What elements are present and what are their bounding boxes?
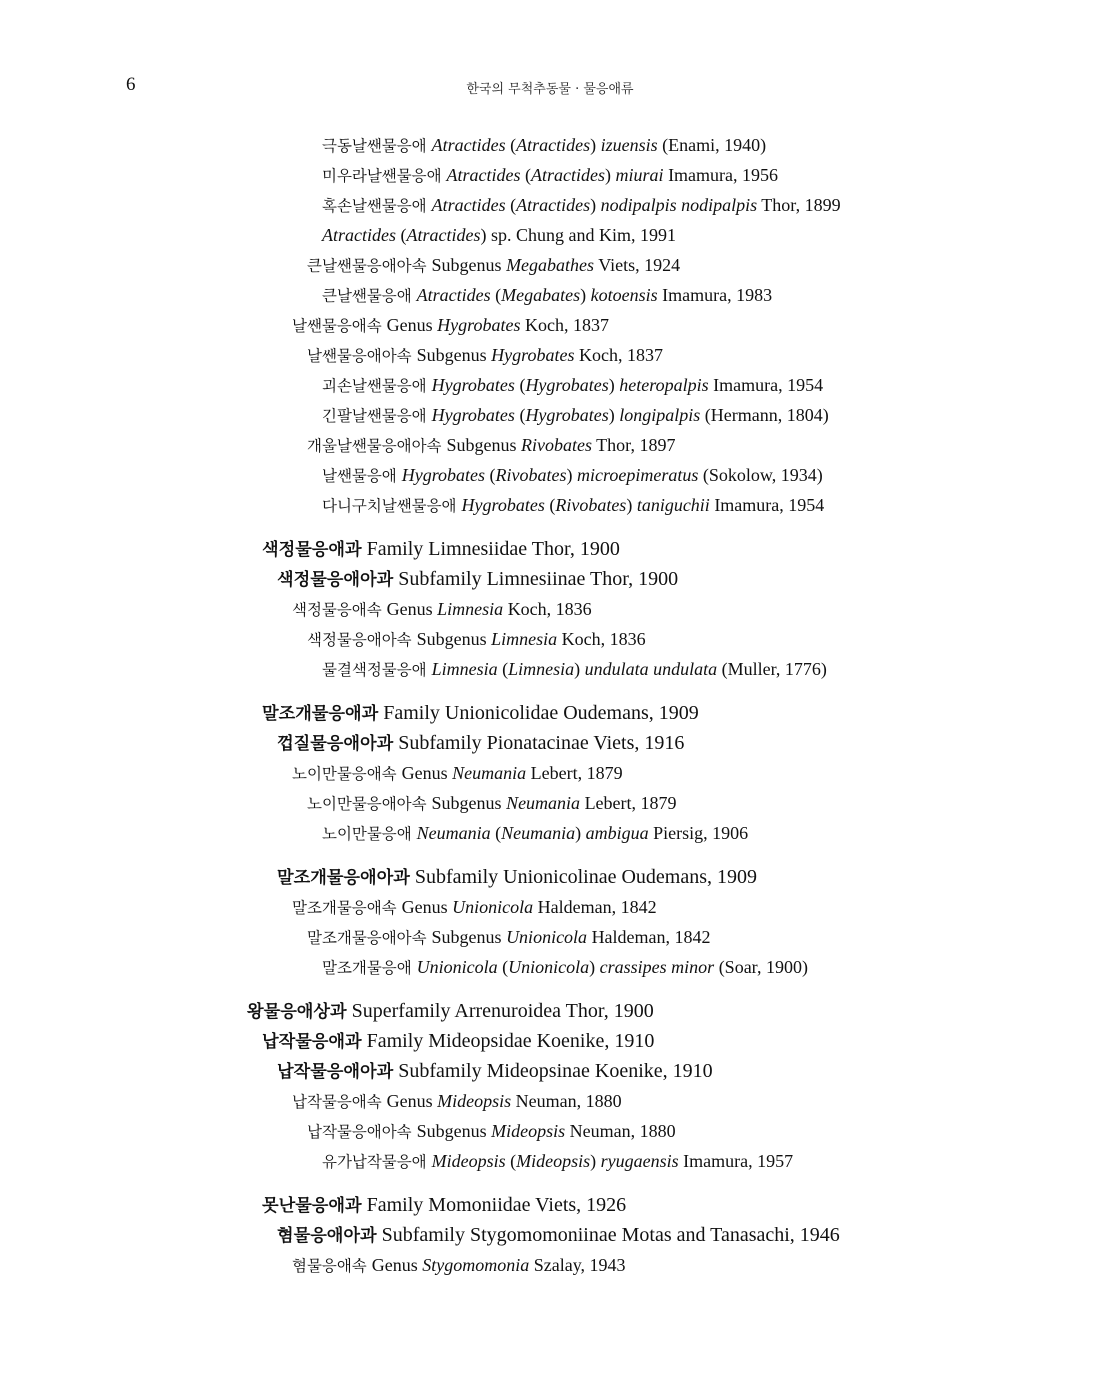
scientific-name-italic: Atractides (516, 135, 591, 155)
taxon-entry-subfamily (0, 1220, 1100, 1250)
scientific-name-text: ( (514, 375, 526, 395)
korean-name: 말조개물응애아속 (307, 929, 427, 947)
scientific-name-text: ) (626, 495, 637, 515)
scientific-name-text: Koch, 1837 (574, 345, 663, 365)
korean-name: 혐물응애아과 (277, 1226, 377, 1246)
scientific-name-text: Szalay, 1943 (529, 1255, 626, 1275)
scientific-name-italic: Hygrobates (431, 375, 515, 395)
korean-name: 색정물응애아속 (307, 631, 412, 649)
scientific-name-text: (Hermann, 1804) (700, 405, 829, 425)
scientific-name-text: Subgenus (431, 793, 507, 813)
korean-name: 말조개물응애 (322, 959, 412, 977)
scientific-name-text: Subgenus (416, 345, 492, 365)
scientific-name-text: Subfamily Pionatacinae Viets, 1916 (398, 732, 685, 754)
scientific-name-text: ) (580, 285, 591, 305)
scientific-name-text: Subfamily Mideopsinae Koenike, 1910 (398, 1060, 713, 1082)
scientific-name-italic: Neumania (506, 793, 581, 813)
scientific-name-text: Genus (401, 763, 453, 783)
taxon-entry-subfamily (0, 862, 1100, 892)
scientific-name-text: Haldeman, 1842 (533, 897, 657, 917)
scientific-name-text: ( (396, 225, 407, 245)
scientific-name-text: Subgenus (416, 629, 492, 649)
scientific-name-italic: Limnesia (491, 629, 558, 649)
scientific-name-italic: Atractides (406, 225, 481, 245)
scientific-name-text: (Soar, 1900) (714, 957, 808, 977)
page-number: 6 (126, 74, 136, 95)
korean-name: 말조개물응애과 (262, 704, 379, 724)
scientific-name-italic: Limnesia (508, 659, 575, 679)
korean-name: 혹손날쌘물응애 (322, 197, 427, 215)
taxon-entry-species (0, 400, 1100, 430)
scientific-name-text: ) (608, 375, 620, 395)
korean-name: 말조개물응애아과 (277, 868, 410, 888)
scientific-name-italic: Neumania (452, 763, 527, 783)
scientific-name-text: Subfamily Limnesiinae Thor, 1900 (398, 568, 679, 590)
taxon-entry-superfamily (0, 996, 1100, 1026)
scientific-name-italic: Atractides (322, 225, 396, 245)
scientific-name-italic: microepimeratus (577, 465, 699, 485)
scientific-name-text: ) (590, 135, 601, 155)
scientific-name-text: Imamura, 1954 (708, 375, 824, 395)
scientific-name-text: Subgenus (431, 927, 507, 947)
taxon-entry-family (0, 698, 1100, 728)
scientific-name-italic: nodipalpis nodipalpis (600, 195, 758, 215)
taxon-entry-species (0, 490, 1100, 520)
korean-name: 색정물응애속 (292, 601, 382, 619)
scientific-name-text: ) (589, 957, 600, 977)
scientific-name-text: Imamura, 1956 (663, 165, 779, 185)
scientific-name-text: ( (544, 495, 556, 515)
korean-name: 납작물응애과 (262, 1032, 362, 1052)
taxon-entry-species (0, 818, 1100, 848)
scientific-name-italic: Neumania (501, 823, 576, 843)
scientific-name-text: Thor, 1899 (757, 195, 841, 215)
running-title: 한국의 무척추동물 · 물응애류 (466, 82, 634, 97)
scientific-name-italic: Rivobates (555, 495, 627, 515)
scientific-name-italic: Atractides (416, 285, 491, 305)
scientific-name-text: Genus (386, 315, 438, 335)
scientific-name-italic: taniguchii (636, 495, 710, 515)
korean-name: 날쌘물응애 (322, 467, 397, 485)
korean-name: 괴손날쌘물응애 (322, 377, 427, 395)
scientific-name-text: Genus (371, 1255, 423, 1275)
scientific-name-italic: Rivobates (521, 435, 592, 455)
taxon-entry-family (0, 1190, 1100, 1220)
taxon-entry-subgenus (0, 922, 1100, 952)
taxon-group (0, 534, 1100, 684)
scientific-name-italic: Unionicola (506, 927, 588, 947)
scientific-name-italic: Mideopsis (437, 1091, 512, 1111)
korean-name: 물결색정물응애 (322, 661, 427, 679)
scientific-name-text: Lebert, 1879 (580, 793, 677, 813)
scientific-name-italic: Atractides (431, 195, 506, 215)
korean-name: 노이만물응애아속 (307, 795, 427, 813)
scientific-name-italic: Hygrobates (461, 495, 545, 515)
taxon-entry-family (0, 534, 1100, 564)
scientific-name-text: ( (490, 823, 502, 843)
scientific-name-italic: Megabathes (506, 255, 595, 275)
scientific-name-text: (Enami, 1940) (657, 135, 767, 155)
scientific-name-text: Imamura, 1983 (657, 285, 773, 305)
scientific-name-italic: Unionicola (508, 957, 590, 977)
scientific-name-italic: miurai (615, 165, 664, 185)
korean-name: 색정물응애과 (262, 540, 362, 560)
scientific-name-text: Subgenus (431, 255, 507, 275)
scientific-name-text: Koch, 1836 (503, 599, 592, 619)
taxon-entry-species (0, 130, 1100, 160)
scientific-name-italic: ryugaensis (600, 1151, 679, 1171)
scientific-name-text: Family Unionicolidae Oudemans, 1909 (383, 702, 699, 724)
taxon-entry-species (0, 460, 1100, 490)
scientific-name-text: Family Limnesiidae Thor, 1900 (366, 538, 620, 560)
taxon-entry-species (0, 280, 1100, 310)
scientific-name-italic: Hygrobates (431, 405, 515, 425)
korean-name: 다니구치날쌘물응애 (322, 497, 457, 515)
scientific-name-text: Haldeman, 1842 (587, 927, 711, 947)
scientific-name-italic: undulata undulata (584, 659, 718, 679)
scientific-name-italic: Atractides (446, 165, 521, 185)
scientific-name-italic: Limnesia (437, 599, 504, 619)
scientific-name-text: ( (505, 135, 517, 155)
scientific-name-text: Neuman, 1880 (511, 1091, 622, 1111)
scientific-name-text: ) sp. Chung and Kim, 1991 (480, 225, 676, 245)
korean-name: 큰날쌘물응애아속 (307, 257, 427, 275)
scientific-name-italic: Neumania (416, 823, 491, 843)
scientific-name-text: Neuman, 1880 (565, 1121, 676, 1141)
taxon-entry-genus (0, 1250, 1100, 1280)
korean-name: 노이만물응애속 (292, 765, 397, 783)
scientific-name-text: ( (497, 957, 509, 977)
taxon-entry-species (0, 370, 1100, 400)
taxon-group (0, 130, 1100, 520)
korean-name: 납작물응애아과 (277, 1062, 394, 1082)
korean-name: 유가납작물응애 (322, 1153, 427, 1171)
scientific-name-text: Lebert, 1879 (526, 763, 623, 783)
scientific-name-italic: Atractides (516, 195, 591, 215)
scientific-name-text: Subgenus (446, 435, 522, 455)
scientific-name-text: Subgenus (416, 1121, 492, 1141)
scientific-name-italic: ambigua (585, 823, 649, 843)
korean-name: 날쌘물응애속 (292, 317, 382, 335)
taxon-entry-subgenus (0, 340, 1100, 370)
scientific-name-text: ) (608, 405, 620, 425)
taxon-group (0, 862, 1100, 982)
scientific-name-text: ) (590, 1151, 601, 1171)
scientific-name-italic: crassipes minor (599, 957, 715, 977)
taxon-entry-genus (0, 1086, 1100, 1116)
taxon-group (0, 1190, 1100, 1280)
scientific-name-text: ) (575, 823, 586, 843)
scientific-name-text: Genus (386, 599, 438, 619)
scientific-name-italic: Atractides (431, 135, 506, 155)
taxon-entry-subgenus (0, 624, 1100, 654)
scientific-name-text: ) (590, 195, 601, 215)
taxon-entry-species (0, 190, 1100, 220)
korean-name: 날쌘물응애아속 (307, 347, 412, 365)
taxon-entry-subgenus (0, 788, 1100, 818)
scientific-name-italic: Mideopsis (431, 1151, 506, 1171)
scientific-name-text: (Sokolow, 1934) (698, 465, 823, 485)
scientific-name-text: ( (485, 465, 496, 485)
taxon-entry-species (0, 952, 1100, 982)
korean-name: 혐물응애속 (292, 1257, 367, 1275)
scientific-name-text: ( (505, 195, 517, 215)
korean-name: 말조개물응애속 (292, 899, 397, 917)
korean-name: 껍질물응애아과 (277, 734, 394, 754)
scientific-name-italic: Limnesia (431, 659, 498, 679)
scientific-name-italic: Mideopsis (491, 1121, 566, 1141)
scientific-name-italic: Megabates (501, 285, 581, 305)
scientific-name-text: Koch, 1837 (520, 315, 609, 335)
scientific-name-text: Imamura, 1954 (709, 495, 825, 515)
scientific-name-text: Koch, 1836 (557, 629, 646, 649)
scientific-name-italic: heteropalpis (619, 375, 709, 395)
taxon-entry-subfamily (0, 728, 1100, 758)
taxon-entry-subgenus (0, 430, 1100, 460)
taxon-entry-subgenus (0, 1116, 1100, 1146)
korean-name: 큰날쌘물응애 (322, 287, 412, 305)
taxon-entry-species (0, 654, 1100, 684)
scientific-name-italic: Hygrobates (525, 405, 609, 425)
korean-name: 납작물응애아속 (307, 1123, 412, 1141)
scientific-name-text: ( (520, 165, 532, 185)
taxon-entry-species (0, 220, 1100, 250)
taxon-group (0, 698, 1100, 848)
scientific-name-italic: Hygrobates (491, 345, 575, 365)
scientific-name-italic: Stygomomonia (422, 1255, 530, 1275)
taxon-entry-species (0, 1146, 1100, 1176)
scientific-name-text: ) (574, 659, 585, 679)
korean-name: 개울날쌘물응애아속 (307, 437, 442, 455)
scientific-name-italic: Mideopsis (516, 1151, 591, 1171)
taxon-group (0, 996, 1100, 1176)
taxon-entry-genus (0, 892, 1100, 922)
scientific-name-text: Superfamily Arrenuroidea Thor, 1900 (351, 1000, 654, 1022)
scientific-name-text: (Muller, 1776) (717, 659, 827, 679)
scientific-name-text: ( (497, 659, 509, 679)
scientific-name-italic: Hygrobates (437, 315, 521, 335)
taxon-entry-subgenus (0, 250, 1100, 280)
scientific-name-text: ) (566, 465, 578, 485)
korean-name: 못난물응애과 (262, 1196, 362, 1216)
scientific-name-italic: Hygrobates (525, 375, 609, 395)
taxon-entry-genus (0, 310, 1100, 340)
scientific-name-italic: Unionicola (452, 897, 534, 917)
korean-name: 색정물응애아과 (277, 570, 394, 590)
korean-name: 노이만물응애 (322, 825, 412, 843)
scientific-name-text: Family Momoniidae Viets, 1926 (366, 1194, 627, 1216)
scientific-name-italic: Hygrobates (401, 465, 486, 485)
scientific-name-text: ) (605, 165, 616, 185)
scientific-name-italic: Unionicola (416, 957, 498, 977)
scientific-name-italic: Rivobates (495, 465, 567, 485)
taxon-entry-genus (0, 594, 1100, 624)
taxon-entry-species (0, 160, 1100, 190)
scientific-name-text: Thor, 1897 (592, 435, 676, 455)
korean-name: 극동날쌘물응애 (322, 137, 427, 155)
scientific-name-text: Piersig, 1906 (648, 823, 749, 843)
scientific-name-text: ( (514, 405, 526, 425)
scientific-name-text: Genus (401, 897, 453, 917)
scientific-name-text: Family Mideopsidae Koenike, 1910 (366, 1030, 655, 1052)
scientific-name-text: Genus (386, 1091, 438, 1111)
scientific-name-text: Subfamily Unionicolinae Oudemans, 1909 (414, 866, 757, 888)
scientific-name-text: Imamura, 1957 (678, 1151, 794, 1171)
korean-name: 왕물응애상과 (247, 1002, 347, 1022)
taxon-entry-genus (0, 758, 1100, 788)
korean-name: 미우라날쌘물응애 (322, 167, 442, 185)
taxonomy-list (0, 130, 1100, 1294)
korean-name: 납작물응애속 (292, 1093, 382, 1111)
scientific-name-italic: izuensis (600, 135, 658, 155)
korean-name: 긴팔날쌘물응애 (322, 407, 427, 425)
scientific-name-text: ( (490, 285, 502, 305)
scientific-name-text: ( (505, 1151, 517, 1171)
scientific-name-text: Subfamily Stygomomoniinae Motas and Tanasachi, 1946 (381, 1224, 840, 1246)
taxon-entry-family (0, 1026, 1100, 1056)
taxon-entry-subfamily (0, 1056, 1100, 1086)
scientific-name-italic: kotoensis (590, 285, 658, 305)
taxon-entry-subfamily (0, 564, 1100, 594)
scientific-name-italic: Atractides (531, 165, 606, 185)
scientific-name-text: Viets, 1924 (594, 255, 681, 275)
scientific-name-italic: longipalpis (619, 405, 701, 425)
